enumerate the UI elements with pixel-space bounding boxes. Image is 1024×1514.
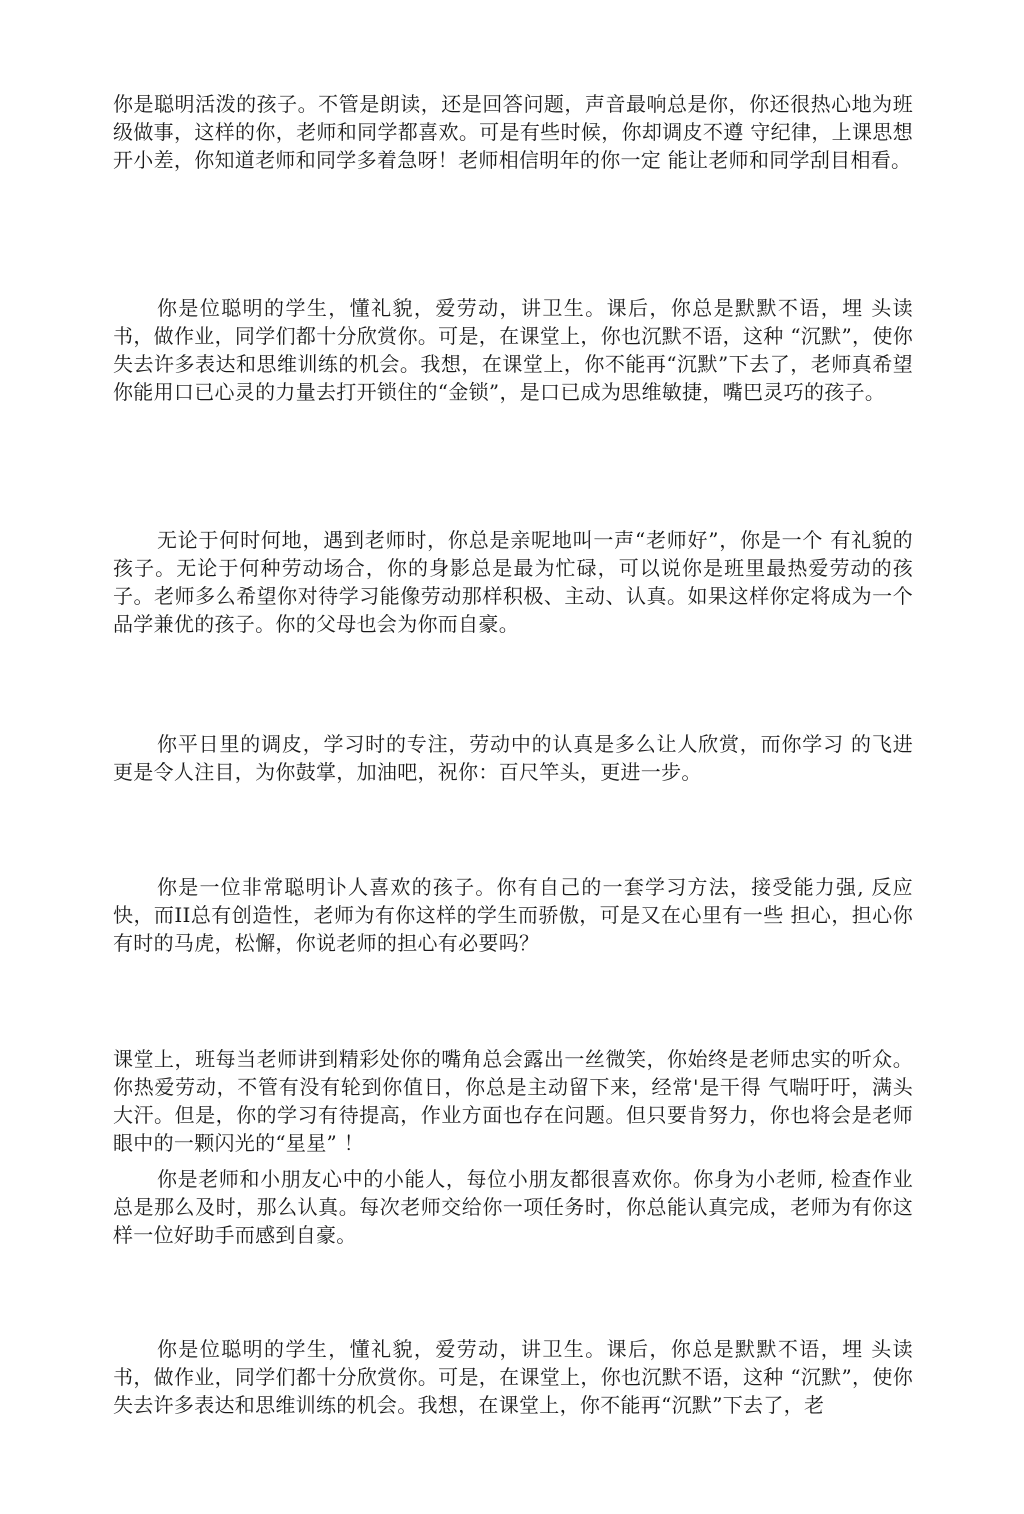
comment-paragraph-3: 无论于何时何地，遇到老师时，你总是亲呢地叫一声“老师好”，你是一个 有礼貌的孩子。无论于何种劳动场合，你的身影总是最为忙碌，可以说你是班里最热爱劳动的孩子。老师多么希望你对待学习能像劳动那样积极、主动、认真。如果这样你定将成为一个品学兼优的孩子。你的父母也会为你而自豪。 xyxy=(113,528,913,636)
comment-paragraph-6: 课堂上，班每当老师讲到精彩处你的嘴角总会露出一丝微笑，你始终是老师忠实的听众。你热爱劳动，不管有没有轮到你值日，你总是主动留下来，经常'是干得 气喘吁吁，满头大汗。但是，你的学习有待提高，作业方面也存在问题。但只要肯努力，你也将会是老师眼中的一颗闪光的“星星” ！ xyxy=(113,1047,913,1155)
comment-paragraph-4: 你平日里的调皮，学习时的专注，劳动中的认真是多么让人欣赏，而你学习 的飞进更是令人注目，为你鼓掌，加油吧，祝你：百尺竿头，更进一步。 xyxy=(113,732,913,784)
comment-paragraph-7: 你是老师和小朋友心中的小能人，每位小朋友都很喜欢你。你身为小老师, 检查作业总是那么及时，那么认真。每次老师交给你一项任务时，你总能认真完成，老师为有你这样一位好助手而感到自豪。 xyxy=(113,1167,913,1247)
comment-paragraph-8: 你是位聪明的学生，懂礼貌，爱劳动，讲卫生。课后，你总是默默不语，埋 头读书，做作业，同学们都十分欣赏你。可是，在课堂上，你也沉默不语，这种 “沉默”，使你失去许多表达和思维训练的机会。我想，在课堂上，你不能再“沉默”下去了，老 xyxy=(113,1337,913,1417)
comment-paragraph-5: 你是一位非常聪明讣人喜欢的孩子。你有自己的一套学习方法，接受能力强, 反应快，而II总有创造性，老师为有你这样的学生而骄傲，可是又在心里有一些 担心，担心你有时的马虎，松懈，你说老师的担心有必要吗？ xyxy=(113,875,913,955)
comment-paragraph-1: 你是聪明活泼的孩子。不管是朗读，还是回答问题，声音最响总是你，你还很热心地为班级做事，这样的你，老师和同学都喜欢。可是有些时候，你却调皮不遵 守纪律，上课思想开小差，你知道老师和同学多着急呀！老师相信明年的你一定 能让老师和同学刮目相看。 xyxy=(113,92,913,172)
comment-paragraph-2: 你是位聪明的学生，懂礼貌，爱劳动，讲卫生。课后，你总是默默不语，埋 头读书，做作业，同学们都十分欣赏你。可是，在课堂上，你也沉默不语，这种 “沉默”，使你失去许多表达和思维训练的机会。我想，在课堂上，你不能再“沉默”下去了，老师真希望你能用口已心灵的力量去打开锁住的“金锁”，是口已成为思维敏捷，嘴巴灵巧的孩子。 xyxy=(113,296,913,404)
